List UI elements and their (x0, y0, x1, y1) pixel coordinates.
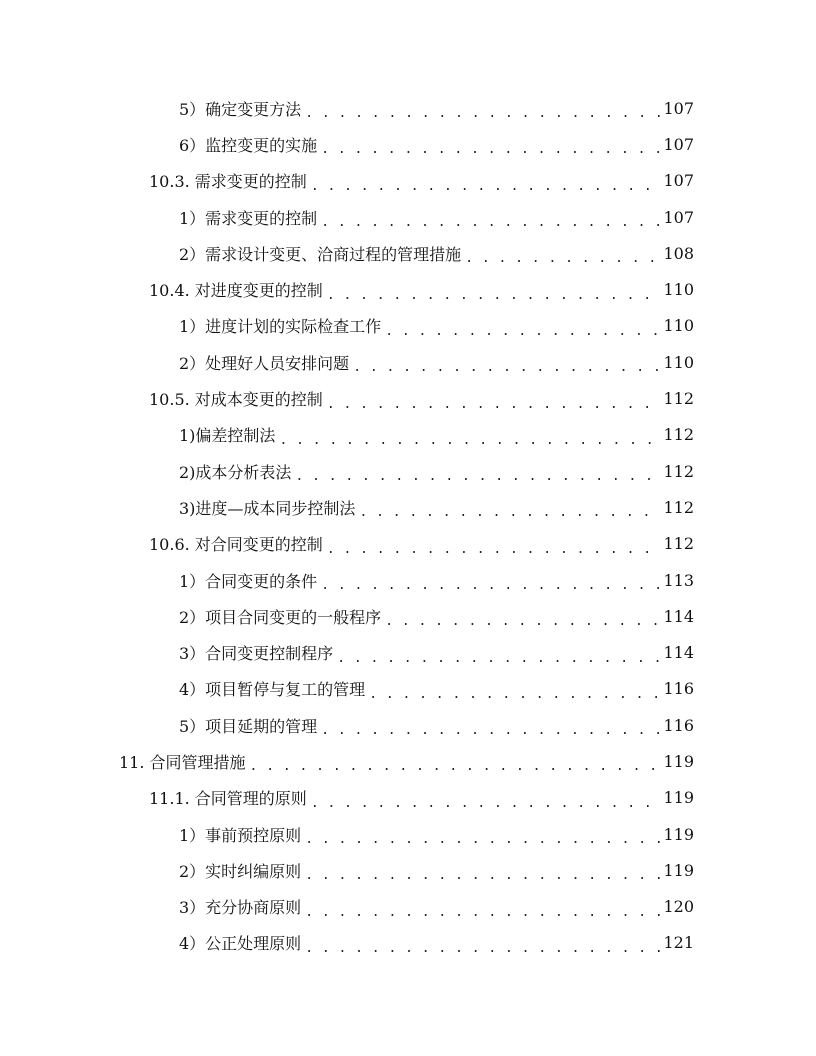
toc-entry-label: 1）事前预控原则 (179, 825, 302, 845)
toc-entry-page: 107 (663, 207, 694, 227)
toc-entry-page: 110 (663, 352, 694, 372)
toc-entry[interactable] (0, 780, 816, 816)
toc-entry-page: 120 (663, 897, 694, 917)
toc-entry-label: 11.1. 合同管理的原则 (149, 789, 307, 809)
toc-entry[interactable] (0, 417, 816, 453)
toc-leader-dots (353, 356, 662, 372)
toc-entry-label: 5）确定变更方法 (179, 99, 302, 119)
toc-leader-dots (305, 828, 662, 844)
toc-entry-page: 107 (663, 98, 694, 118)
toc-entry[interactable] (0, 199, 816, 235)
toc-entry[interactable] (0, 308, 816, 344)
toc-entry[interactable] (0, 707, 816, 743)
toc-entry[interactable] (0, 562, 816, 598)
toc-entry-page: 112 (663, 425, 694, 445)
toc-entry-page: 107 (663, 171, 694, 191)
toc-entry[interactable] (0, 126, 816, 162)
toc-entry[interactable] (0, 743, 816, 779)
toc-entry[interactable] (0, 852, 816, 888)
toc-entry[interactable] (0, 526, 816, 562)
toc-entry[interactable] (0, 90, 816, 126)
toc-entry-page: 114 (663, 606, 694, 626)
toc-entry-label: 4）公正处理原则 (179, 934, 302, 954)
toc-entry-label: 5）项目延期的管理 (179, 716, 318, 736)
toc-entry-page: 119 (663, 824, 694, 844)
toc-entry-page: 107 (663, 134, 694, 154)
toc-leader-dots (465, 247, 662, 263)
toc-entry[interactable] (0, 344, 816, 380)
toc-leader-dots (321, 574, 662, 590)
toc-entry-page: 112 (663, 534, 694, 554)
toc-entry[interactable] (0, 271, 816, 307)
toc-entry-label: 2）项目合同变更的一般程序 (179, 607, 382, 627)
toc-leader-dots (337, 647, 662, 663)
toc-leader-dots (369, 683, 662, 699)
toc-entry-page: 121 (663, 933, 694, 953)
toc-entry-label: 3）合同变更控制程序 (179, 644, 334, 664)
toc-entry-label: 2）需求设计变更、洽商过程的管理措施 (179, 244, 462, 264)
toc-leader-dots (327, 284, 662, 300)
toc-entry-page: 110 (663, 316, 694, 336)
toc-entry-label: 10.3. 需求变更的控制 (149, 172, 307, 192)
toc-leader-dots (327, 393, 662, 409)
toc-leader-dots (321, 719, 662, 735)
toc-entry-label: 3）充分协商原则 (179, 898, 302, 918)
toc-leader-dots (250, 755, 662, 771)
toc-leader-dots (321, 211, 662, 227)
toc-leader-dots (385, 320, 662, 336)
toc-leader-dots (295, 465, 662, 481)
toc-entry[interactable] (0, 598, 816, 634)
toc-entry-label: 1）进度计划的实际检查工作 (179, 317, 382, 337)
toc-entry[interactable] (0, 489, 816, 525)
toc-entry[interactable] (0, 816, 816, 852)
toc-leader-dots (279, 429, 662, 445)
toc-entry-page: 113 (663, 570, 694, 590)
toc-leader-dots (359, 501, 662, 517)
toc-entry-page: 108 (663, 243, 694, 263)
toc-entry-label: 4）项目暂停与复工的管理 (179, 680, 366, 700)
toc-leader-dots (305, 937, 662, 953)
toc-entry[interactable] (0, 380, 816, 416)
toc-entry-label: 1）需求变更的控制 (179, 208, 318, 228)
toc-entry-label: 10.5. 对成本变更的控制 (149, 390, 323, 410)
toc-entry-label: 1）合同变更的条件 (179, 571, 318, 591)
toc-entry-label: 10.4. 对进度变更的控制 (149, 281, 323, 301)
toc-entry-page: 110 (663, 280, 694, 300)
toc-entry-page: 114 (663, 643, 694, 663)
toc-entry-label: 2)成本分析表法 (179, 462, 292, 482)
toc-leader-dots (385, 610, 662, 626)
toc-entry-page: 116 (663, 715, 694, 735)
toc-entry-label: 2）处理好人员安排问题 (179, 353, 350, 373)
toc-entry-page: 112 (663, 389, 694, 409)
toc-entry-page: 116 (663, 679, 694, 699)
toc-entry[interactable] (0, 889, 816, 925)
toc-entry-page: 119 (663, 860, 694, 880)
toc-entry-page: 112 (663, 461, 694, 481)
toc-entry[interactable] (0, 671, 816, 707)
toc-leader-dots (305, 102, 662, 118)
toc-entry-label: 3)进度—成本同步控制法 (179, 498, 356, 518)
toc-entry-label: 10.6. 对合同变更的控制 (149, 535, 323, 555)
toc-entry-label: 6）监控变更的实施 (179, 135, 318, 155)
toc-entry-page: 119 (663, 751, 694, 771)
toc-entry[interactable] (0, 453, 816, 489)
toc-leader-dots (305, 864, 662, 880)
toc-leader-dots (311, 792, 662, 808)
toc-entry-label: 1)偏差控制法 (179, 426, 276, 446)
toc-leader-dots (311, 175, 662, 191)
toc-entry[interactable] (0, 235, 816, 271)
toc-entry-label: 2）实时纠编原则 (179, 861, 302, 881)
toc-leader-dots (305, 901, 662, 917)
toc-leader-dots (321, 138, 662, 154)
toc-entry-page: 119 (663, 788, 694, 808)
toc-entry[interactable] (0, 163, 816, 199)
table-of-contents (0, 90, 816, 961)
toc-entry-label: 11. 合同管理措施 (119, 752, 246, 772)
toc-entry[interactable] (0, 925, 816, 961)
toc-entry-page: 112 (663, 497, 694, 517)
toc-entry[interactable] (0, 634, 816, 670)
toc-leader-dots (327, 538, 662, 554)
